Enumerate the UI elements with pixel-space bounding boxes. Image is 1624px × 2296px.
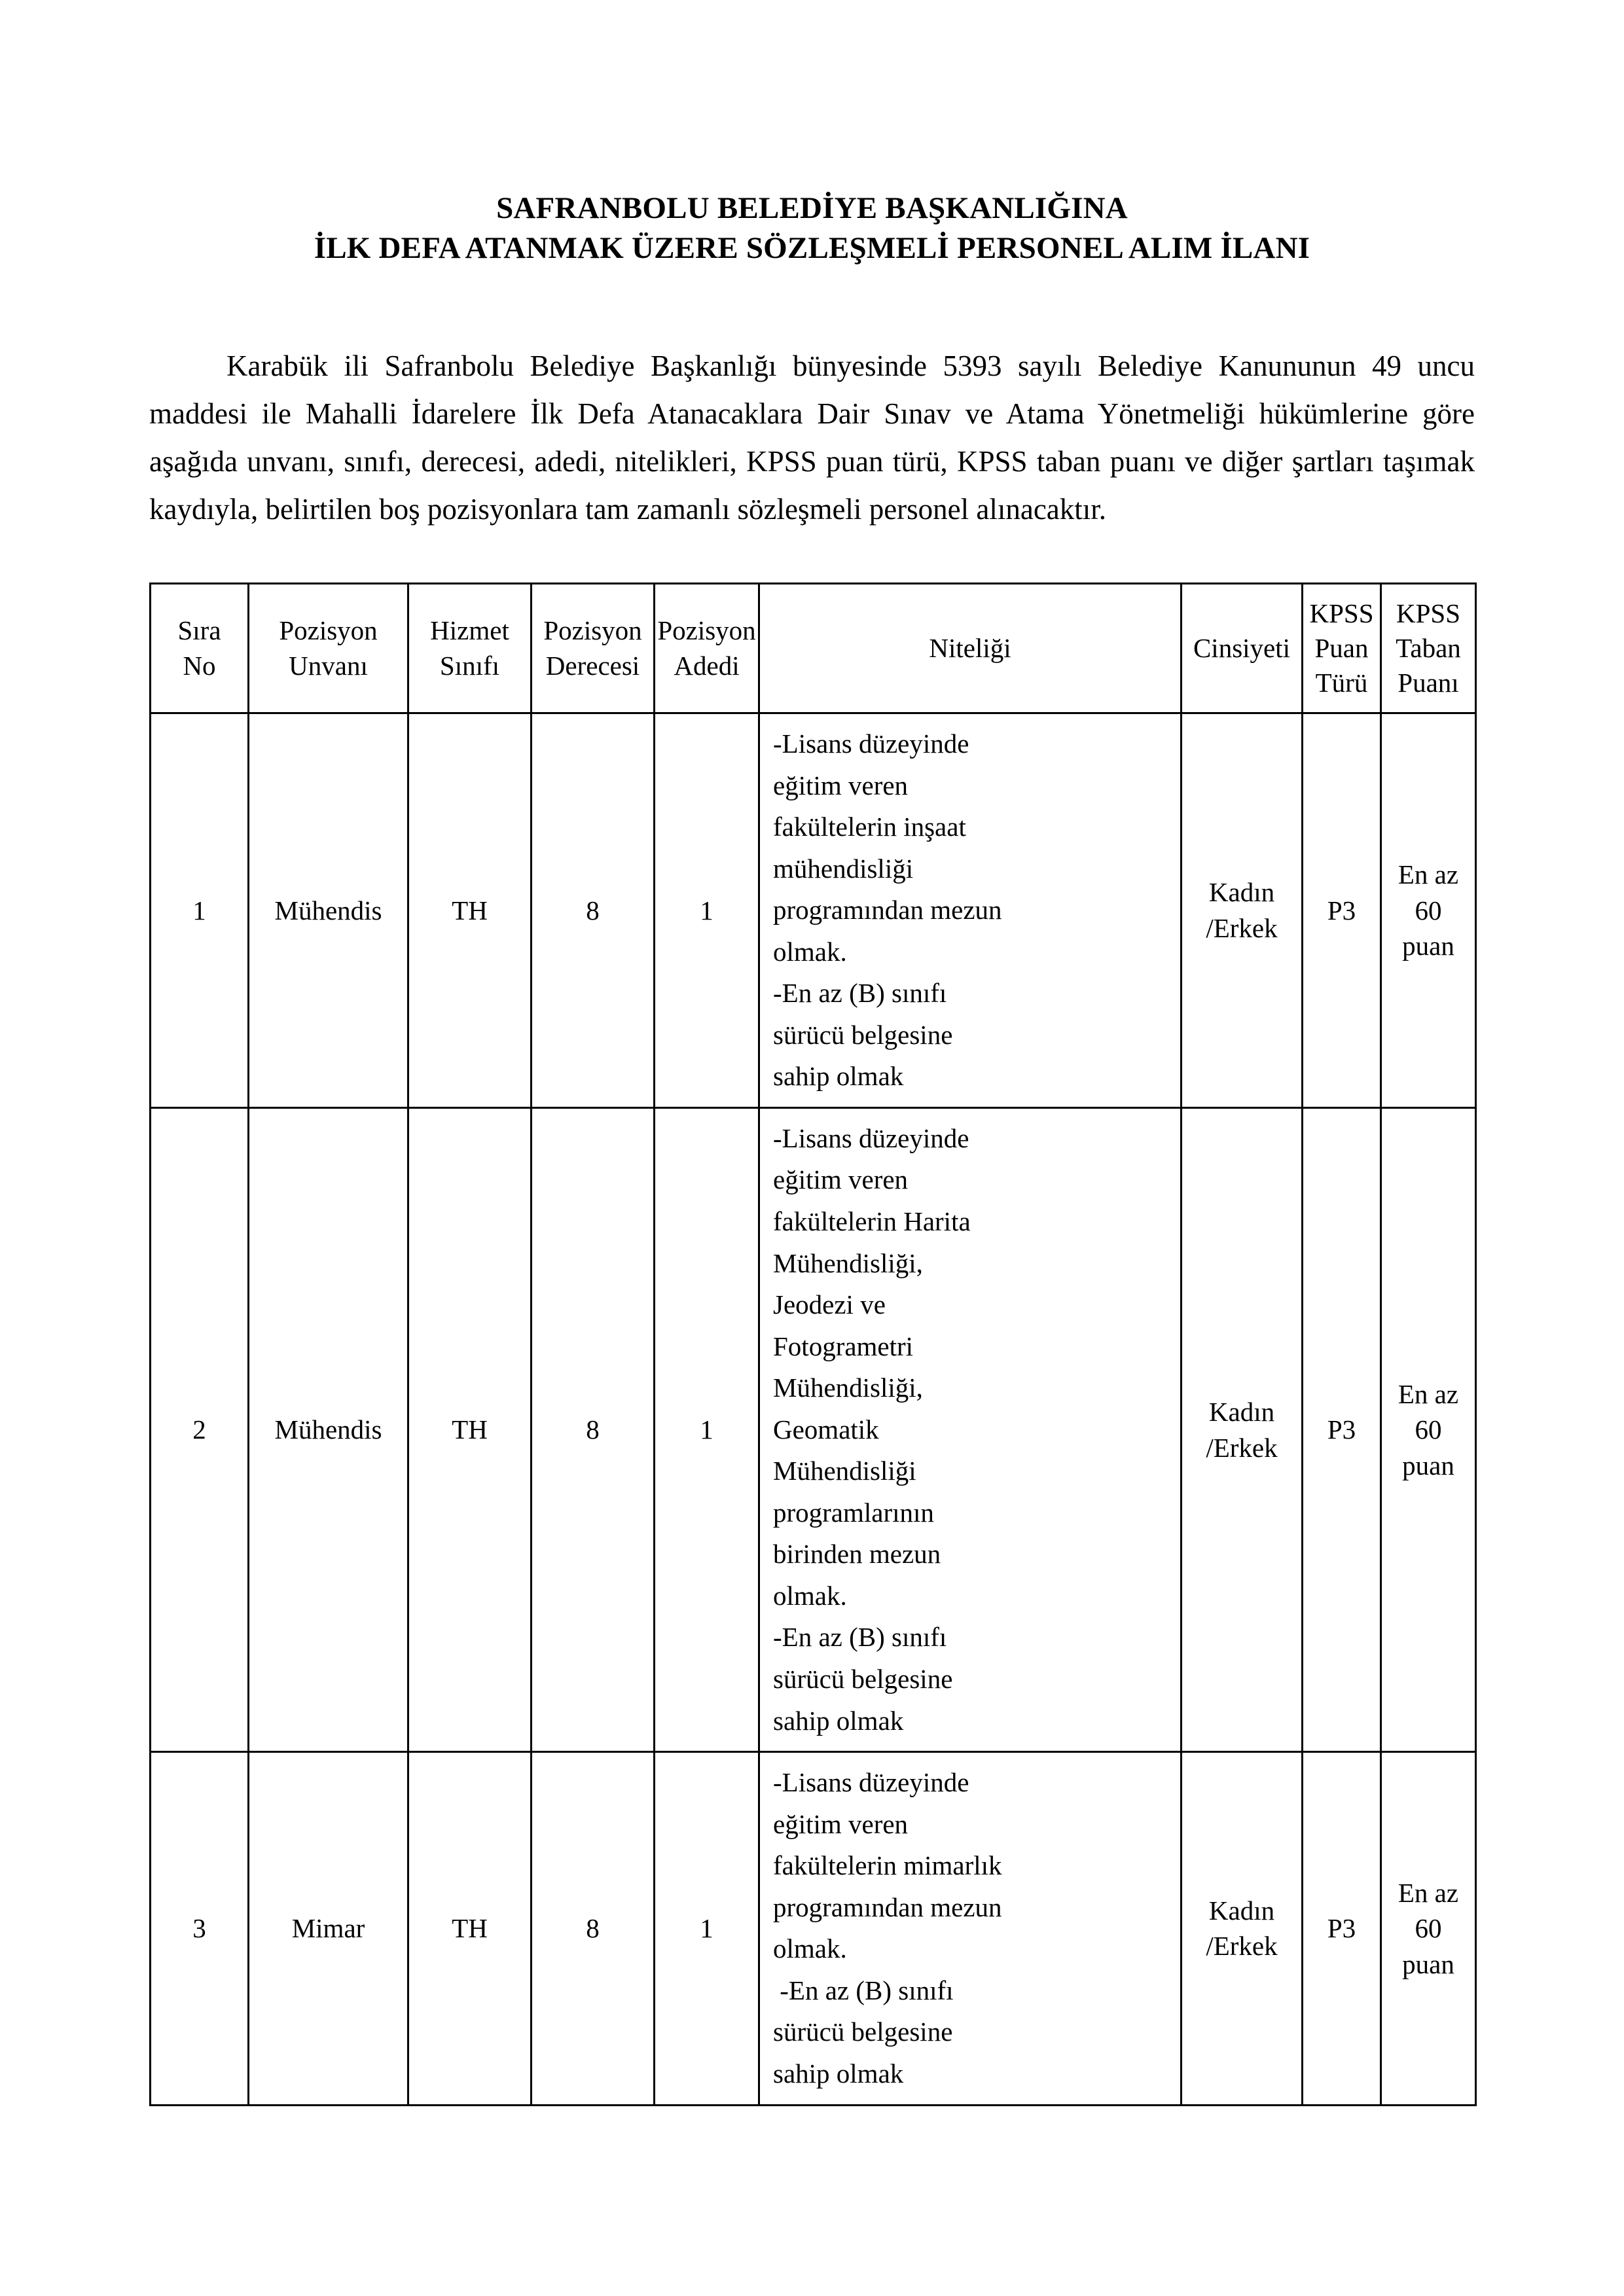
niteligi-line: fakültelerin mimarlık (773, 1850, 1002, 1881)
header-pozisyon-unvani (249, 584, 408, 713)
kpss-taban-puani-line: puan (1402, 931, 1454, 961)
cell-pozisyon-adedi: 1 (655, 713, 759, 1108)
header-hizmet-sinifi-line-1: Hizmet (430, 615, 509, 646)
cinsiyeti-line: /Erkek (1206, 1432, 1278, 1463)
header-sira-no-line-2: No (183, 650, 216, 681)
niteligi-line: sahip olmak (773, 1061, 904, 1092)
header-kpss-taban-puani-line-3: Puanı (1398, 668, 1459, 698)
cell-kpss-taban-puani (1381, 1752, 1476, 2105)
header-pozisyon-derecesi-line-1: Pozisyon (543, 615, 642, 646)
niteligi-line: eğitim veren (773, 1808, 909, 1839)
niteligi-line: programından mezun (773, 1892, 1002, 1922)
cinsiyeti-line: /Erkek (1206, 1931, 1278, 1962)
header-kpss-puan-turu (1303, 584, 1381, 713)
niteligi-line: sahip olmak (773, 1705, 904, 1736)
niteligi-line: fakültelerin Harita (773, 1206, 971, 1237)
cell-pozisyon-derecesi: 8 (532, 713, 655, 1108)
header-pozisyon-adedi-line-1: Pozisyon (657, 615, 756, 646)
header-cinsiyeti (1182, 584, 1303, 713)
cinsiyeti-line: Kadın (1208, 1895, 1275, 1926)
header-pozisyon-derecesi (532, 584, 655, 713)
niteligi-line: -En az (B) sınıfı (773, 1975, 954, 2005)
niteligi-line: eğitim veren (773, 770, 909, 800)
cell-cinsiyeti (1182, 1752, 1303, 2105)
cell-kpss-taban-puani (1381, 1107, 1476, 1751)
intro-paragraph: Karabük ili Safranbolu Belediye Başkanlığı bünyesinde 5393 sayılı Belediye Kanununun 49 uncu maddesi ile Mahalli İdarelere İlk Defa Atanacaklara Dair Sınav ve Atama Yönetmeliği hükümlerine göre aşağıda unvanı, sınıfı, derecesi, adedi, nitelikleri, KPSS puan türü, KPSS taban puanı ve diğer şartları taşımak kaydıyla, belirtilen boş pozisyonlara tam zamanlı sözleşmeli personel alınacaktır. (149, 350, 1475, 526)
niteligi-line: olmak. (773, 1933, 847, 1964)
cell-cinsiyeti (1182, 1107, 1303, 1751)
niteligi-line: birinden mezun (773, 1539, 941, 1570)
niteligi-line: fakültelerin inşaat (773, 812, 966, 842)
positions-table (149, 583, 1477, 2106)
niteligi-line: -Lisans düzeyinde (773, 1122, 969, 1153)
header-kpss-taban-puani (1381, 584, 1476, 713)
table-row (151, 1752, 1476, 2105)
document-title (149, 188, 1475, 268)
cell-pozisyon-derecesi: 8 (532, 1752, 655, 2105)
header-pozisyon-unvani-line-1: Pozisyon (279, 615, 378, 646)
cell-pozisyon-derecesi: 8 (532, 1107, 655, 1751)
kpss-taban-puani-line: En az (1398, 859, 1459, 890)
cell-sira-no: 3 (151, 1752, 249, 2105)
niteligi-line: Mühendisliği (773, 1456, 916, 1486)
header-kpss-taban-puani-line-1: KPSS (1396, 598, 1460, 628)
niteligi-line: Fotogrametri (773, 1331, 914, 1361)
niteligi-line: -En az (B) sınıfı (773, 978, 947, 1009)
kpss-taban-puani-line: puan (1402, 1450, 1454, 1480)
cinsiyeti-line: Kadın (1208, 1397, 1275, 1427)
positions-table-container (149, 583, 1475, 2106)
niteligi-line: olmak. (773, 1580, 847, 1611)
header-sira-no (151, 584, 249, 713)
cell-pozisyon-unvani: Mühendis (249, 713, 408, 1108)
kpss-taban-puani-line: 60 (1415, 1414, 1442, 1445)
header-kpss-puan-turu-line-3: Türü (1315, 668, 1368, 698)
niteligi-line: Mühendisliği, (773, 1372, 923, 1403)
kpss-taban-puani-line: En az (1398, 1378, 1459, 1409)
kpss-taban-puani-line: En az (1398, 1877, 1459, 1908)
cell-cinsiyeti (1182, 713, 1303, 1108)
header-kpss-puan-turu-line-1: KPSS (1309, 598, 1374, 628)
header-niteligi-line-1: Niteliği (929, 632, 1011, 663)
kpss-taban-puani-line: puan (1402, 1948, 1454, 1979)
header-pozisyon-adedi-line-2: Adedi (674, 650, 740, 681)
table-header-row (151, 584, 1476, 713)
header-hizmet-sinifi (408, 584, 532, 713)
niteligi-line: -Lisans düzeyinde (773, 728, 969, 759)
header-kpss-taban-puani-line-2: Taban (1396, 632, 1461, 663)
niteligi-line: Jeodezi ve (773, 1289, 886, 1320)
table-body (151, 713, 1476, 2106)
header-hizmet-sinifi-line-2: Sınıfı (439, 650, 500, 681)
table-header (151, 584, 1476, 713)
cell-hizmet-sinifi: TH (408, 1752, 532, 2105)
header-niteligi (759, 584, 1182, 713)
cell-kpss-puan-turu: P3 (1303, 713, 1381, 1108)
cell-pozisyon-adedi: 1 (655, 1107, 759, 1751)
cell-hizmet-sinifi: TH (408, 1107, 532, 1751)
header-pozisyon-derecesi-line-2: Derecesi (545, 650, 640, 681)
niteligi-line: -En az (B) sınıfı (773, 1622, 947, 1653)
niteligi-line: olmak. (773, 936, 847, 967)
cell-kpss-puan-turu: P3 (1303, 1752, 1381, 2105)
niteligi-line: sahip olmak (773, 2058, 904, 2089)
title-line-1: SAFRANBOLU BELEDİYE BAŞKANLIĞINA (496, 191, 1128, 225)
niteligi-line: sürücü belgesine (773, 2017, 953, 2047)
niteligi-line: -Lisans düzeyinde (773, 1767, 969, 1798)
cell-niteligi (759, 1107, 1182, 1751)
table-row (151, 713, 1476, 1108)
niteligi-line: sürücü belgesine (773, 1019, 953, 1050)
title-line-2: İLK DEFA ATANMAK ÜZERE SÖZLEŞMELİ PERSONEL ALIM İLANI (314, 231, 1310, 266)
cell-pozisyon-unvani: Mimar (249, 1752, 408, 2105)
niteligi-line: Mühendisliği, (773, 1247, 923, 1278)
niteligi-line: programlarının (773, 1497, 934, 1528)
niteligi-line: Geomatik (773, 1414, 879, 1444)
header-cinsiyeti-line-1: Cinsiyeti (1193, 632, 1291, 663)
table-row (151, 1107, 1476, 1751)
header-pozisyon-adedi (655, 584, 759, 713)
cell-pozisyon-unvani: Mühendis (249, 1107, 408, 1751)
niteligi-line: sürücü belgesine (773, 1664, 953, 1695)
cell-kpss-taban-puani (1381, 713, 1476, 1108)
kpss-taban-puani-line: 60 (1415, 1913, 1442, 1944)
kpss-taban-puani-line: 60 (1415, 895, 1442, 925)
header-pozisyon-unvani-line-2: Unvanı (289, 650, 368, 681)
cinsiyeti-line: /Erkek (1206, 912, 1278, 943)
cell-sira-no: 1 (151, 713, 249, 1108)
niteligi-line: eğitim veren (773, 1164, 909, 1195)
cell-kpss-puan-turu: P3 (1303, 1107, 1381, 1751)
cell-niteligi (759, 1752, 1182, 2105)
cinsiyeti-line: Kadın (1208, 877, 1275, 908)
niteligi-line: mühendisliği (773, 853, 914, 884)
cell-sira-no: 2 (151, 1107, 249, 1751)
header-kpss-puan-turu-line-2: Puan (1314, 632, 1369, 663)
header-sira-no-line-1: Sıra (177, 615, 221, 646)
cell-niteligi (759, 713, 1182, 1108)
cell-pozisyon-adedi: 1 (655, 1752, 759, 2105)
cell-hizmet-sinifi: TH (408, 713, 532, 1108)
niteligi-line: programından mezun (773, 895, 1002, 925)
